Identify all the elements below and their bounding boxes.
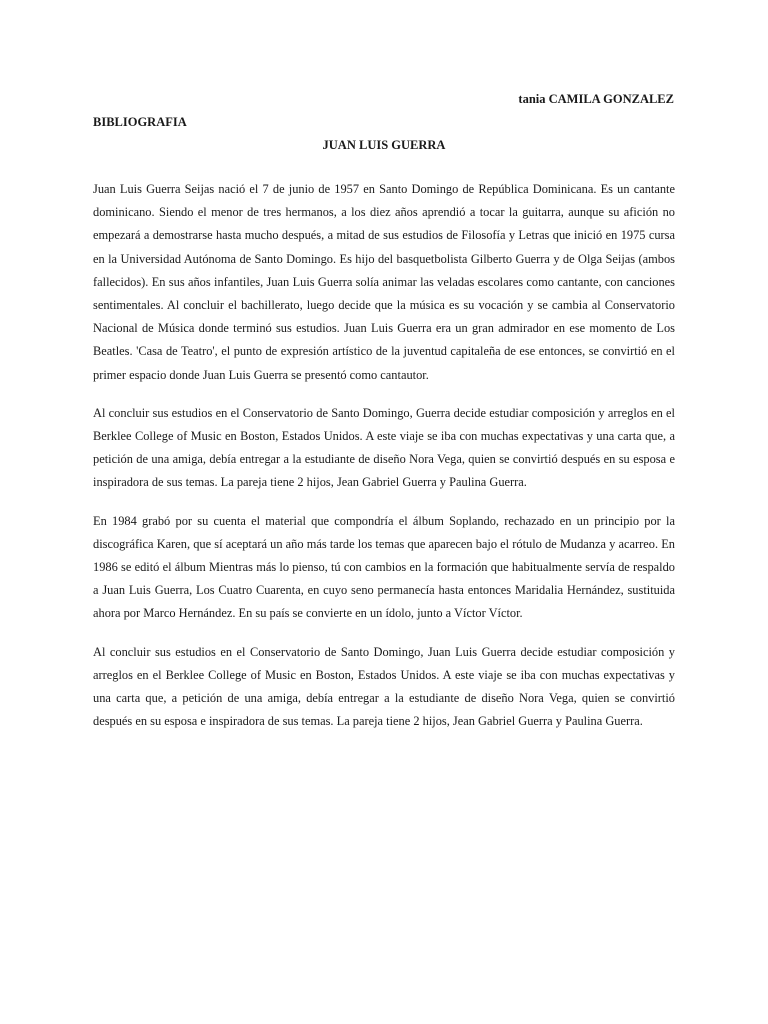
paragraph: Al concluir sus estudios en el Conservatorio de Santo Domingo, Juan Luis Guerra decide estudiar composición y arreglos en el Berklee College of Music en Boston, Estados Unidos. A este viaje se iba con muchas expectativas y una carta que, a petición de una amiga, debía entregar a la estudiante de diseño Nora Vega, quien se convirtió después en su esposa e inspiradora de sus temas. La pareja tiene 2 hijos, Jean Gabriel Guerra y Paulina Guerra. [93, 644, 675, 729]
section-label: BIBLIOGRAFIA [93, 115, 187, 129]
paragraph: En 1984 grabó por su cuenta el material que compondría el álbum Soplando, rechazado en un principio por la discográfica Karen, que sí aceptará un año más tarde los temas que aparecen bajo el rótulo de Mudanza y acarreo. En 1986 se editó el álbum Mientras más lo pienso, tú con cambios en la formación que habitualmente servía de respaldo a Juan Luis Guerra, Los Cuatro Cuarenta, en cuyo seno permanecía hasta entonces Maridalia Hernández, sustituida ahora por Marco Hernández. En su país se convierte en un ídolo, junto a Víctor Víctor. [93, 513, 675, 621]
paragraph: Al concluir sus estudios en el Conservatorio de Santo Domingo, Guerra decide estudiar composición y arreglos en el Berklee College of Music en Boston, Estados Unidos. A este viaje se iba con muchas expectativas y una carta que, a petición de una amiga, debía entregar a la estudiante de diseño Nora Vega, quien se convirtió después en su esposa e inspiradora de sus temas. La pareja tiene 2 hijos, Jean Gabriel Guerra y Paulina Guerra. [93, 405, 675, 490]
document-body [93, 178, 675, 748]
paragraph: Juan Luis Guerra Seijas nació el 7 de junio de 1957 en Santo Domingo de República Dominicana. Es un cantante dominicano. Siendo el menor de tres hermanos, a los diez años aprendió a tocar la guitarra, aunque su afición no empezará a demostrarse hasta mucho después, a mitad de sus estudios de Filosofía y Letras que inició en 1975 cursa en la Universidad Autónoma de Santo Domingo. Es hijo del basquetbolista Gilberto Guerra y de Olga Seijas (ambos fallecidos). En sus años infantiles, Juan Luis Guerra solía animar las veladas escolares como cantante, con canciones sentimentales. Al concluir el bachillerato, luego decide que la música es su vocación y se cambia al Conservatorio Nacional de Música donde terminó sus estudios. Juan Luis Guerra era un gran admirador en ese momento de Los Beatles. 'Casa de Teatro', el punto de expresión artístico de la juventud capitaleña de ese entonces, se convirtió en el primer espacio donde Juan Luis Guerra se presentó como cantautor. [93, 182, 675, 382]
document-title: JUAN LUIS GUERRA [322, 138, 446, 152]
author-name: tania CAMILA GONZALEZ [518, 92, 674, 106]
